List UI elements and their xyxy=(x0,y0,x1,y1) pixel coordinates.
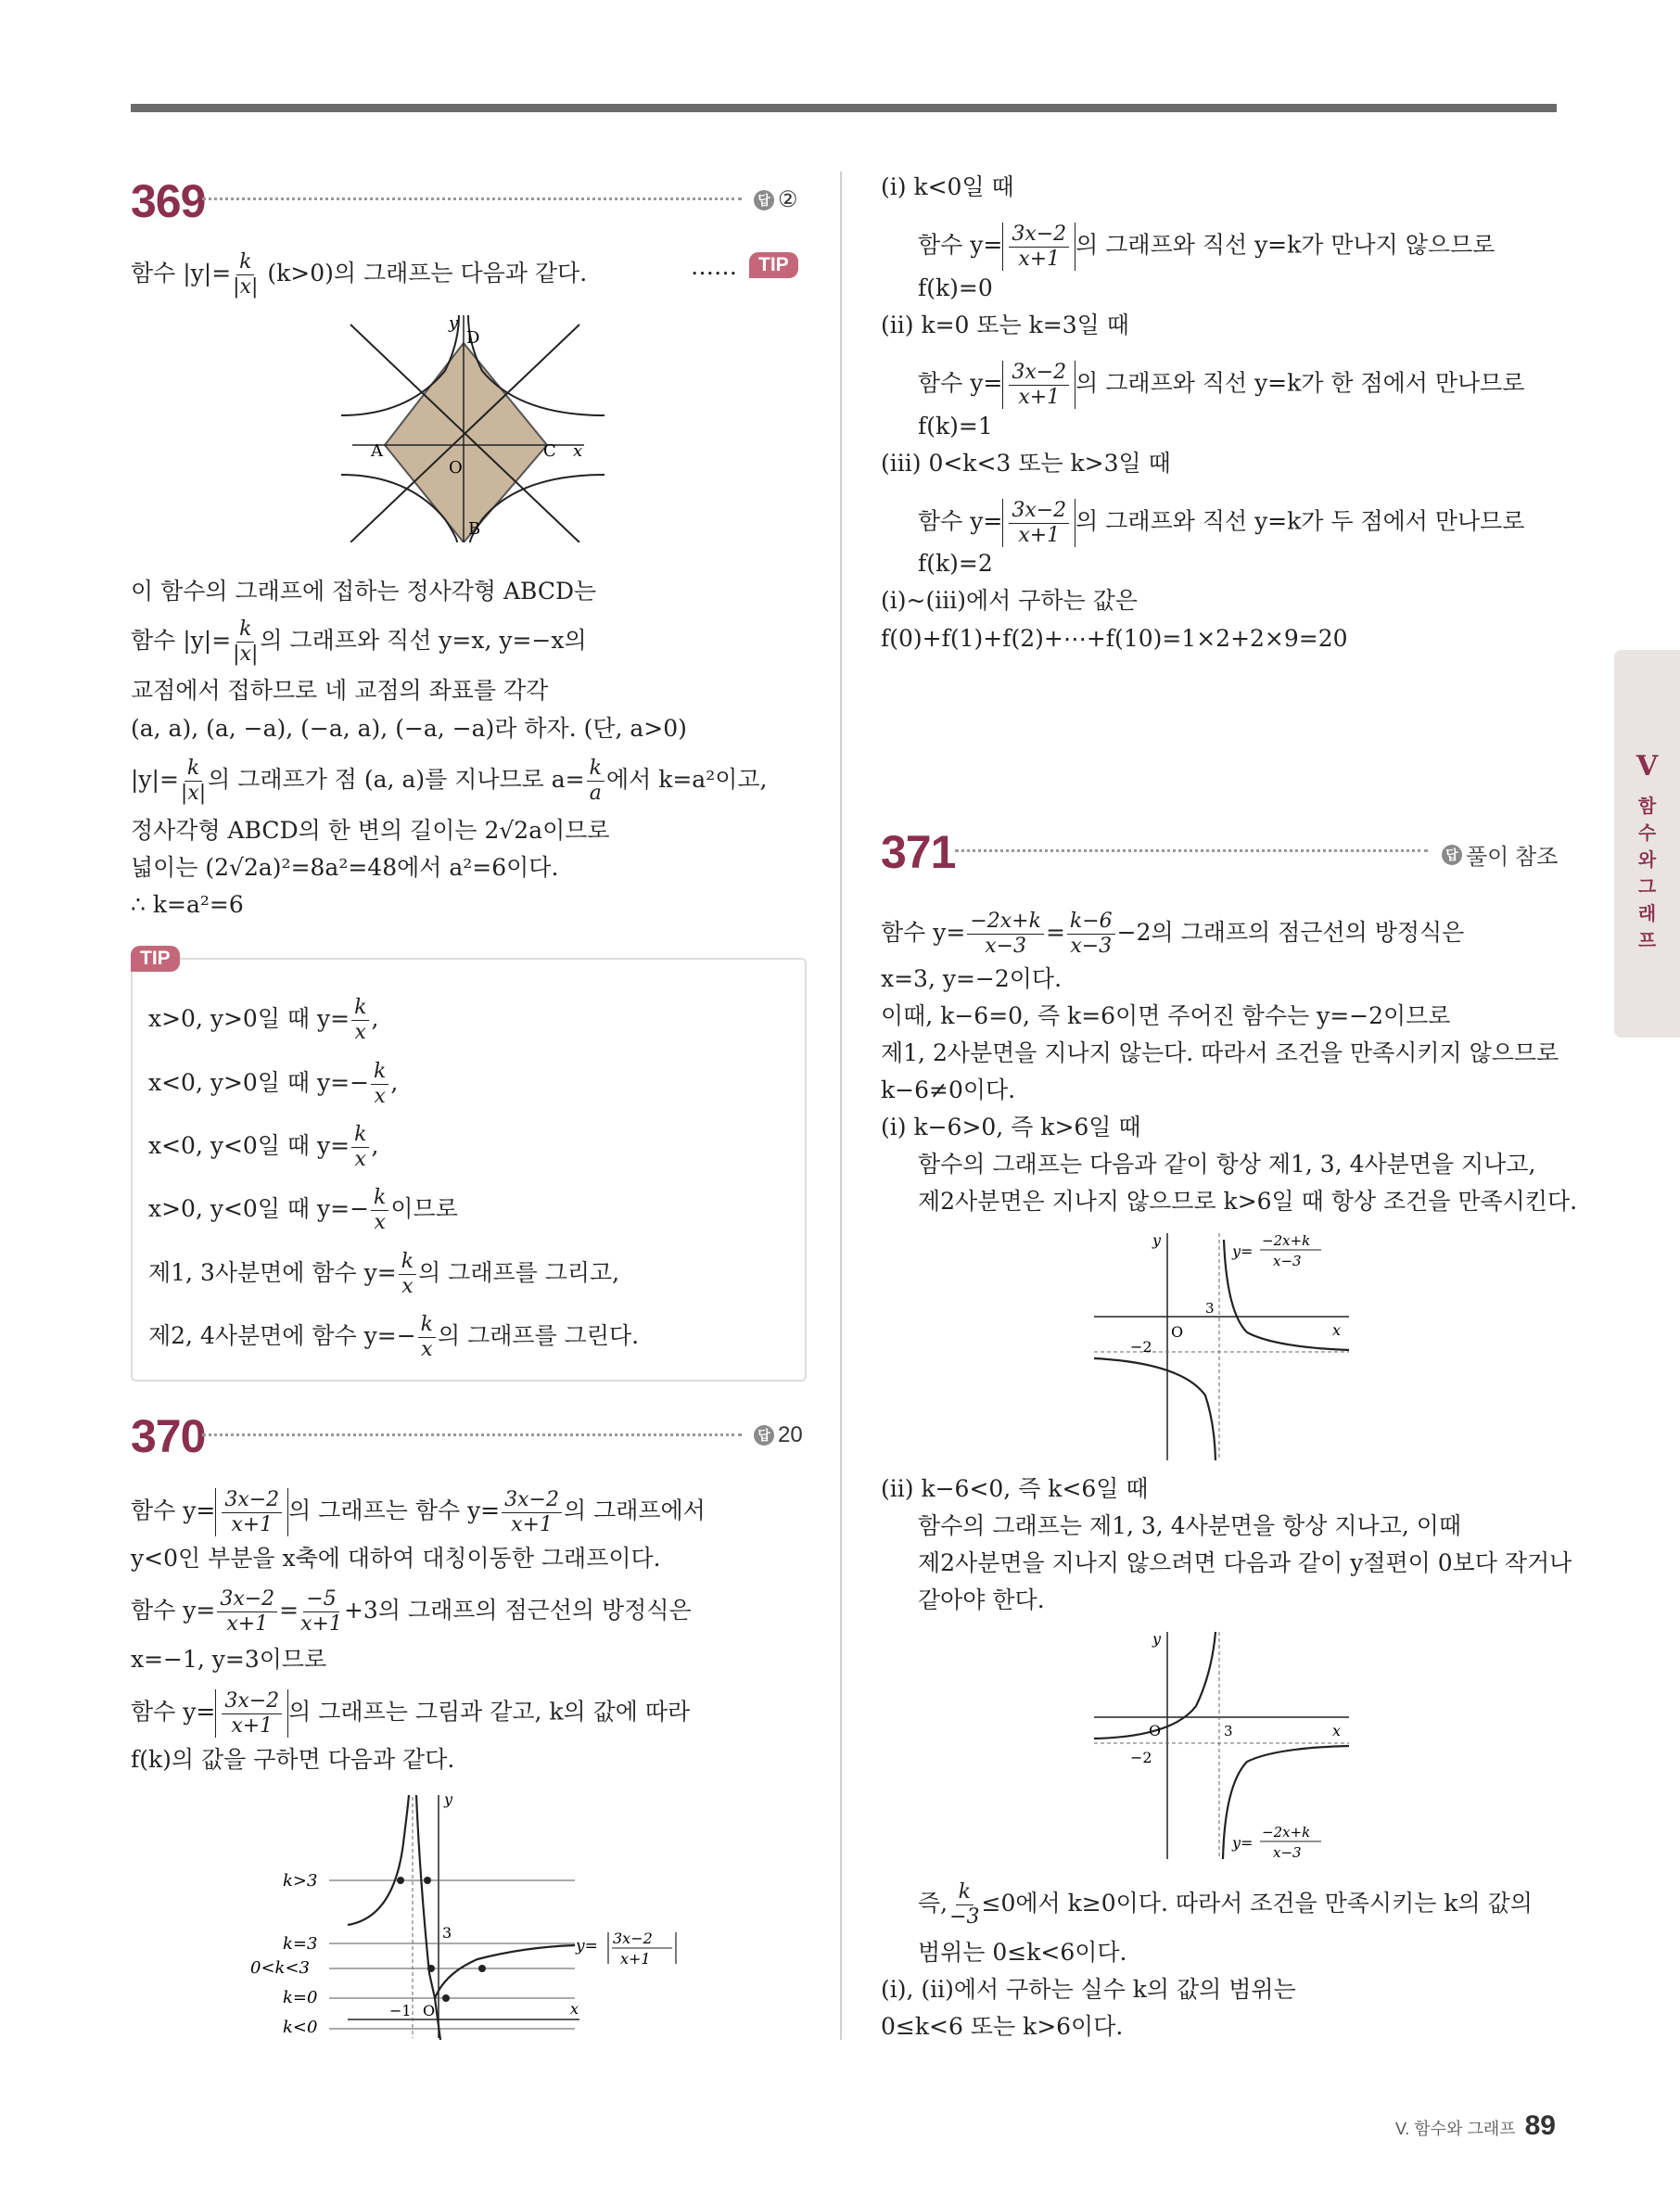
dotted-leader xyxy=(955,849,1428,852)
text: 함수 y= xyxy=(918,369,1003,397)
tip-row-4 xyxy=(148,1188,458,1233)
tip-tag: TIP xyxy=(749,252,798,278)
text: +3의 그래프의 점근선의 방정식은 xyxy=(343,1597,692,1624)
denominator: x+1 xyxy=(231,1713,274,1738)
p370-case2-desc xyxy=(918,361,1524,409)
chapter-side-tab[interactable] xyxy=(1614,650,1680,1038)
text: , xyxy=(390,1069,399,1096)
fraction xyxy=(1067,911,1115,957)
text: 의 그래프를 그리고, xyxy=(418,1259,620,1286)
curve-eq-denominator: x+1 xyxy=(620,1950,651,1968)
text: 제1, 3사분면에 함수 y= xyxy=(148,1259,397,1286)
text: 함수 y= xyxy=(131,1698,216,1726)
p370-case1-result: f(k)=0 xyxy=(918,274,993,301)
tick-3: 3 xyxy=(442,1924,452,1942)
text: 이므로 xyxy=(390,1195,458,1222)
numerator: 3x−2 xyxy=(222,1490,282,1513)
tip-row-3 xyxy=(148,1125,378,1170)
fraction xyxy=(967,911,1044,957)
curve-eq-label: y= xyxy=(1232,1242,1254,1260)
p369-line2 xyxy=(131,619,587,665)
tip-row-2 xyxy=(148,1062,398,1107)
axis-label-y: y xyxy=(1152,1231,1162,1249)
denominator: x+1 xyxy=(226,1612,269,1636)
intersection-point xyxy=(424,1877,431,1884)
fraction xyxy=(351,998,369,1043)
denominator: x+1 xyxy=(231,1512,274,1536)
text: 함수 y= xyxy=(918,231,1003,259)
numerator: 3x−2 xyxy=(1009,363,1069,386)
footer-chapter-label: V. 함수와 그래프 xyxy=(1394,2120,1516,2138)
text: 에서 k=a²이고, xyxy=(605,766,768,793)
intersection-point xyxy=(478,1965,486,1972)
fraction xyxy=(587,758,605,804)
p371-case1-b: 제2사분면은 지나지 않으므로 k>6일 때 항상 조건을 만족시킨다. xyxy=(918,1188,1578,1215)
fraction xyxy=(233,252,258,298)
abs-value xyxy=(215,1488,288,1536)
curve-eq-label: y= xyxy=(1232,1834,1254,1852)
p370-case1: (ⅰ) k<0일 때 xyxy=(881,173,1014,200)
p369-line7: 넓이는 (2√2a)²=8a²=48에서 a²=6이다. xyxy=(131,854,559,881)
numerator: −2x+k xyxy=(967,911,1044,935)
answer-value: 풀이 참조 xyxy=(1466,845,1559,870)
text: 의 그래프에서 xyxy=(563,1497,706,1524)
denominator: x xyxy=(354,1021,366,1044)
p369-intro xyxy=(131,252,587,298)
text: 함수 |y|= xyxy=(131,627,232,654)
axis-label-x: x xyxy=(1332,1321,1342,1339)
p370-case2: (ⅱ) k=0 또는 k=3일 때 xyxy=(881,312,1129,338)
problem-number-369: 369 xyxy=(131,175,206,227)
point-c-label: C xyxy=(543,441,556,461)
numerator: k xyxy=(956,1882,974,1905)
label-k-eq-0: k=0 xyxy=(283,1988,318,2007)
denominator: x xyxy=(401,1275,414,1298)
text: −2의 그래프의 점근선의 방정식은 xyxy=(1116,919,1465,946)
p370-case3-desc xyxy=(918,499,1524,547)
text: 의 그래프와 직선 y=x, y=−x의 xyxy=(260,627,587,654)
p370-line4: x=−1, y=3이므로 xyxy=(131,1646,327,1673)
denominator: |x| xyxy=(233,643,259,666)
p371-line1 xyxy=(881,911,1464,957)
p371-end3: (ⅰ), (ⅱ)에서 구하는 실수 k의 값의 범위는 xyxy=(881,1976,1296,2003)
p369-line5 xyxy=(131,758,767,804)
denominator: |x| xyxy=(180,782,207,805)
p371-end4: 0≤k<6 또는 k>6이다. xyxy=(881,2013,1124,2040)
p371-end1 xyxy=(918,1882,1533,1928)
denominator: a xyxy=(589,782,602,805)
numerator: 3x−2 xyxy=(217,1589,277,1612)
numerator: 3x−2 xyxy=(222,1691,282,1714)
answer-badge-icon: 답 xyxy=(754,190,774,210)
label-k-gt-3: k>3 xyxy=(283,1871,318,1891)
text: 의 그래프는 함수 y= xyxy=(288,1497,501,1524)
graph-371-case1 xyxy=(1089,1229,1358,1465)
text: 함수 |y|= xyxy=(131,260,232,287)
tick-3: 3 xyxy=(1224,1723,1233,1739)
p371-case1-a: 함수의 그래프는 다음과 같이 항상 제1, 3, 4사분면을 지나고, xyxy=(918,1151,1536,1178)
fraction xyxy=(371,1188,388,1233)
p371-case2-b: 제2사분면을 지나지 않으려면 다음과 같이 y절편이 0보다 작거나 xyxy=(918,1549,1572,1576)
tick-neg1: −1 xyxy=(389,2002,412,2019)
text: 의 그래프가 점 (a, a)를 지나므로 a= xyxy=(208,766,585,793)
curve-eq-denominator: x−3 xyxy=(1273,1844,1302,1861)
p371-case2-a: 함수의 그래프는 제1, 3, 4사분면을 항상 지나고, 이때 xyxy=(918,1512,1462,1539)
page-number: 89 xyxy=(1524,2110,1556,2141)
fraction xyxy=(217,1589,277,1635)
denominator: x+1 xyxy=(1018,247,1061,271)
denominator: x−3 xyxy=(1070,935,1113,958)
p370-summary1: (ⅰ)~(ⅲ)에서 구하는 값은 xyxy=(881,587,1138,614)
p369-line8: ∴ k=a²=6 xyxy=(131,891,244,918)
dotted-leader xyxy=(202,1433,742,1436)
denominator: x xyxy=(421,1338,433,1361)
tip-box-label: TIP xyxy=(131,946,180,972)
graph-370 xyxy=(236,1788,681,2047)
numerator: k xyxy=(418,1315,436,1338)
dotted-leader xyxy=(202,197,742,200)
text: 의 그래프와 직선 y=k가 두 점에서 만나므로 xyxy=(1075,507,1525,535)
numerator: k xyxy=(587,758,605,782)
numerator: k−6 xyxy=(1067,911,1115,935)
numerator: −5 xyxy=(303,1589,338,1612)
fraction xyxy=(1009,224,1069,270)
axis-label-y: y xyxy=(1152,1630,1162,1648)
text: 함수 y= xyxy=(918,507,1003,535)
p369-line6: 정사각형 ABCD의 한 변의 길이는 2√2a이므로 xyxy=(131,817,610,844)
denominator: x+1 xyxy=(1018,523,1061,547)
p370-case2-result: f(k)=1 xyxy=(918,413,993,439)
text: x>0, y>0일 때 y= xyxy=(148,1005,350,1032)
tick-neg2: −2 xyxy=(1130,1749,1152,1766)
text: = xyxy=(1045,919,1065,946)
fraction xyxy=(222,1688,282,1738)
curve-eq-label: y= xyxy=(576,1937,598,1955)
answer-370 xyxy=(754,1422,803,1448)
axis-label-y: y xyxy=(449,315,459,333)
fraction xyxy=(949,1882,979,1928)
numerator: 3x−2 xyxy=(1009,224,1069,248)
text: , xyxy=(371,1132,379,1159)
abs-value xyxy=(1002,223,1075,271)
text: |y|= xyxy=(131,766,179,793)
denominator: x xyxy=(354,1148,366,1171)
answer-badge-icon: 답 xyxy=(1442,845,1462,865)
fraction xyxy=(351,1125,369,1170)
column-divider xyxy=(840,172,842,2040)
denominator: x xyxy=(374,1085,386,1108)
axis-label-x: x xyxy=(1332,1722,1342,1739)
p370-case1-desc xyxy=(918,223,1495,271)
square-abcd xyxy=(385,343,547,542)
page-footer xyxy=(1395,2110,1556,2142)
text: 함수 y= xyxy=(881,919,966,946)
tick-neg2: −2 xyxy=(1130,1338,1152,1356)
p371-case2: (ⅱ) k−6<0, 즉 k<6일 때 xyxy=(881,1475,1149,1502)
origin-label: O xyxy=(1149,1722,1162,1739)
fraction xyxy=(502,1487,562,1536)
point-a-label: A xyxy=(371,441,383,461)
axis-label-x: x xyxy=(570,2000,579,2018)
text: 함수 y= xyxy=(131,1497,216,1524)
numerator: k xyxy=(371,1062,388,1085)
axis-label-x: x xyxy=(573,441,583,461)
abs-value xyxy=(1002,499,1075,547)
p369-line3: 교점에서 접하므로 네 교점의 좌표를 각각 xyxy=(131,677,549,704)
p371-case2-c: 같아야 한다. xyxy=(918,1586,1045,1613)
text: x>0, y<0일 때 y=− xyxy=(148,1195,370,1222)
axis-label-y: y xyxy=(444,1790,453,1808)
text: = xyxy=(279,1597,299,1624)
numerator: k xyxy=(236,252,254,275)
text: ≤0에서 k≥0이다. 따라서 조건을 만족시키는 k의 값의 xyxy=(981,1890,1533,1917)
answer-value: 20 xyxy=(778,1422,803,1447)
numerator: k xyxy=(371,1188,388,1211)
p371-end2: 범위는 0≤k<6이다. xyxy=(918,1939,1127,1966)
p371-line5: k−6≠0이다. xyxy=(881,1076,1016,1103)
p370-line5 xyxy=(131,1689,690,1738)
point-d-label: D xyxy=(466,328,480,348)
fraction xyxy=(399,1252,416,1297)
text: 즉, xyxy=(918,1890,948,1917)
p370-line1 xyxy=(131,1488,706,1536)
tip-row-5 xyxy=(148,1252,619,1297)
denominator: −3 xyxy=(949,1905,980,1929)
curve-left xyxy=(1094,1358,1215,1460)
origin-label: O xyxy=(449,458,463,478)
curve-eq-numerator: −2x+k xyxy=(1262,1824,1311,1841)
numerator: k xyxy=(351,1125,369,1148)
p370-summary2: f(0)+f(1)+f(2)+⋯+f(10)=1×2+2×9=20 xyxy=(881,625,1348,652)
p370-case3-result: f(k)=2 xyxy=(918,550,993,577)
answer-badge-icon: 답 xyxy=(754,1425,774,1446)
fraction xyxy=(300,1589,342,1635)
numerator: k xyxy=(399,1252,416,1275)
curve-left xyxy=(348,1795,409,1925)
fraction xyxy=(1009,498,1069,547)
text: 의 그래프를 그린다. xyxy=(438,1322,640,1349)
problem-number-370: 370 xyxy=(131,1410,206,1462)
denominator: |x| xyxy=(233,275,259,299)
text: x<0, y<0일 때 y= xyxy=(148,1132,350,1159)
label-0-k-3: 0<k<3 xyxy=(250,1958,310,1978)
denominator: x xyxy=(374,1211,386,1234)
chapter-char: 수 xyxy=(1637,823,1657,844)
p371-line2: x=3, y=−2이다. xyxy=(881,965,1063,992)
numerator: k xyxy=(185,758,202,782)
tick-3: 3 xyxy=(1205,1300,1215,1317)
p370-line3 xyxy=(131,1589,692,1635)
tip-row-1 xyxy=(148,998,378,1043)
curve-right xyxy=(416,1795,575,1998)
fraction xyxy=(233,619,258,665)
abs-value xyxy=(215,1689,288,1738)
denominator: x+1 xyxy=(511,1512,553,1536)
text: x<0, y>0일 때 y=− xyxy=(148,1069,370,1096)
numerator: 3x−2 xyxy=(1009,501,1069,524)
numerator: k xyxy=(351,998,369,1021)
numerator: k xyxy=(236,619,254,643)
chapter-char: 그 xyxy=(1637,877,1657,898)
chapter-numeral: V xyxy=(1635,750,1659,783)
graph-369 xyxy=(334,315,612,542)
p370-case3: (ⅲ) 0<k<3 또는 k>3일 때 xyxy=(881,450,1171,477)
chapter-char: 프 xyxy=(1637,931,1657,951)
denominator: x+1 xyxy=(1018,385,1061,409)
label-k-lt-0: k<0 xyxy=(283,2018,318,2037)
origin-label: O xyxy=(423,2002,436,2019)
fraction xyxy=(222,1487,282,1536)
text: (k>0)의 그래프는 다음과 같다. xyxy=(267,260,588,287)
answer-371 xyxy=(1442,838,1558,871)
curve-eq-denominator: x−3 xyxy=(1273,1253,1302,1269)
denominator: x−3 xyxy=(985,935,1027,958)
chapter-char: 함 xyxy=(1637,796,1657,817)
numerator: 3x−2 xyxy=(502,1490,562,1513)
text: 의 그래프는 그림과 같고, k의 값에 따라 xyxy=(288,1698,691,1726)
p371-case1: (ⅰ) k−6>0, 즉 k>6일 때 xyxy=(881,1114,1141,1140)
intersection-point xyxy=(427,1965,435,1972)
fraction xyxy=(1009,360,1069,409)
tip-dots: …… xyxy=(691,253,737,280)
p369-line1: 이 함수의 그래프에 접하는 정사각형 ABCD는 xyxy=(131,578,597,605)
text: , xyxy=(371,1005,379,1032)
fraction xyxy=(181,758,206,804)
answer-value: ② xyxy=(778,187,798,212)
intersection-point xyxy=(442,1994,450,2002)
curve-eq-numerator: −2x+k xyxy=(1262,1232,1311,1249)
p369-line4: (a, a), (a, −a), (−a, a), (−a, −a)라 하자. (단, a>0) xyxy=(131,715,687,742)
chapter-char: 래 xyxy=(1637,904,1657,924)
p370-line6: f(k)의 값을 구하면 다음과 같다. xyxy=(131,1746,455,1773)
fraction xyxy=(371,1062,388,1107)
chapter-char: 와 xyxy=(1637,850,1657,871)
p371-line4: 제1, 2사분면을 지나지 않는다. 따라서 조건을 만족시키지 않으므로 xyxy=(881,1039,1559,1066)
problem-number-371: 371 xyxy=(881,826,956,878)
point-b-label: B xyxy=(468,519,481,539)
abs-value xyxy=(1002,361,1075,409)
p371-line3: 이때, k−6=0, 즉 k=6이면 주어진 함수는 y=−2이므로 xyxy=(881,1002,1451,1029)
answer-369 xyxy=(754,186,798,213)
text: 의 그래프와 직선 y=k가 만나지 않으므로 xyxy=(1075,231,1495,259)
tip-row-6 xyxy=(148,1315,639,1360)
text: 의 그래프와 직선 y=k가 한 점에서 만나므로 xyxy=(1075,369,1525,397)
denominator: x+1 xyxy=(300,1612,342,1636)
label-k-eq-3: k=3 xyxy=(283,1934,318,1954)
fraction xyxy=(418,1315,436,1360)
graph-371-case2 xyxy=(1089,1627,1358,1864)
top-rule xyxy=(131,104,1557,112)
curve-eq-numerator: 3x−2 xyxy=(613,1930,653,1947)
p370-line2: y<0인 부분을 x축에 대하여 대칭이동한 그래프이다. xyxy=(131,1545,661,1572)
intersection-point xyxy=(397,1877,404,1884)
origin-label: O xyxy=(1171,1323,1184,1341)
text: 함수 y= xyxy=(131,1597,216,1624)
text: 제2, 4사분면에 함수 y=− xyxy=(148,1322,416,1349)
